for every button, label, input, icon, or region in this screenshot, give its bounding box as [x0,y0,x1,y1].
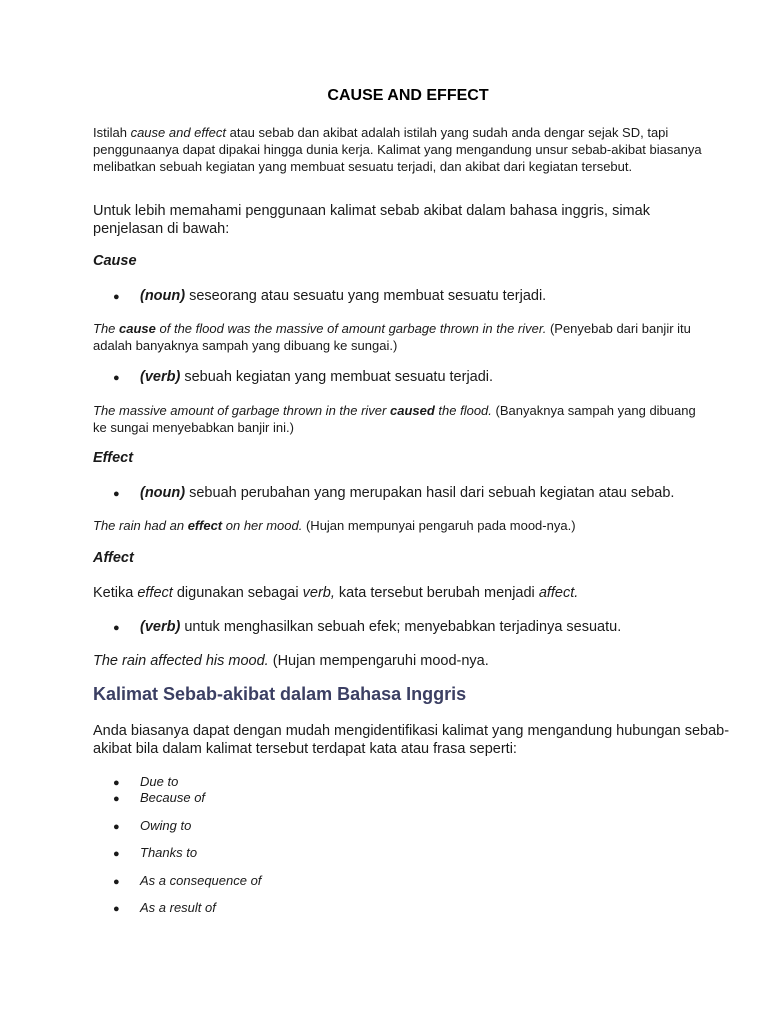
example-keyword: effect [187,518,223,533]
example-translation: (Hujan mempengaruhi mood-nya. [268,653,489,669]
paragraph-term: effect [137,585,173,601]
list-item [113,873,261,890]
list-item [113,368,493,387]
example-text: on her mood. [222,518,303,533]
bullet-icon: ● [113,291,120,303]
bullet-icon: ● [113,488,120,500]
example-text: The rain affected his mood. [93,653,269,669]
affect-paragraph [93,584,733,602]
example-text: the flood. [434,403,492,418]
list-item [113,484,674,503]
example-translation: (Penyebab dari banjir itu adalah banyaknya sampah yang dibuang ke sungai.) [93,321,691,353]
phrase-text: Because of [140,790,206,805]
pos-label: (noun) [140,485,186,501]
example-keyword: caused [389,403,435,418]
example-sentence [93,402,713,436]
phrase-text: As a result of [140,900,216,915]
bullet-icon: ● [113,793,120,805]
definition-text: sebuah kegiatan yang membuat sesuatu terjadi. [180,369,494,385]
paragraph-text: kata tersebut berubah menjadi [334,585,539,601]
list-item [113,287,546,306]
paragraph-text: digunakan sebagai [172,585,303,601]
bullet-icon: ● [113,622,120,634]
phrase-text: Due to [140,774,179,789]
example-translation: (Hujan mempunyai pengaruh pada mood-nya.) [302,518,576,533]
list-item [113,790,205,807]
example-translation: (Banyaknya sampah yang dibuang ke sungai menyebabkan banjir ini.) [93,403,696,435]
effect-heading: Effect [93,450,134,466]
pos-label: (verb) [140,619,181,635]
phrase-text: As a consequence of [140,873,262,888]
example-text: The rain had an [93,518,188,533]
example-text: The massive amount of garbage thrown in the river [93,403,390,418]
list-item [113,818,191,835]
intro-paragraph [93,124,731,175]
bullet-icon: ● [113,903,120,915]
phrase-text: Owing to [140,818,192,833]
example-sentence [93,652,733,670]
list-item [113,845,197,862]
bullet-icon: ● [113,777,120,789]
bullet-icon: ● [113,372,120,384]
intro-text: Istilah [93,125,131,140]
bullet-icon: ● [113,848,120,860]
example-sentence [93,517,733,534]
example-keyword: cause [119,321,156,336]
affect-heading: Affect [93,550,134,566]
section-paragraph: Anda biasanya dapat dengan mudah mengidentifikasi kalimat yang mengandung hubungan sebab-akibat bila dalam kalimat tersebut terdapat kata atau frasa seperti: [93,723,730,757]
explanation-paragraph: Untuk lebih memahami penggunaan kalimat sebab akibat dalam bahasa inggris, simak penjelasan di bawah: [93,203,650,237]
list-item [113,618,621,637]
page-title: CAUSE AND EFFECT [327,87,489,104]
bullet-icon: ● [113,876,120,888]
intro-text: atau sebab dan akibat adalah istilah yang sudah anda dengar sejak SD, tapi penggunaanya dapat dipakai hingga dunia kerja. Kalimat yang mengandung unsur sebab-akibat biasanya melibatkan sebuah kegiatan yang membuat sesuatu terjadi, dan akibat dari kegiatan tersebut. [93,125,702,174]
section-heading: Kalimat Sebab-akibat dalam Bahasa Inggris [93,684,467,704]
example-text: The [93,321,120,336]
list-item [113,774,178,791]
pos-label: (noun) [140,288,186,304]
bullet-icon: ● [113,821,120,833]
paragraph-text: Ketika [93,585,138,601]
paragraph-term: affect. [538,585,579,601]
example-text: of the flood was the massive of amount garbage thrown in the river. [155,321,547,336]
definition-text: sebuah perubahan yang merupakan hasil dari sebuah kegiatan atau sebab. [185,485,675,501]
example-sentence [93,320,703,354]
paragraph-term: verb, [302,585,335,601]
definition-text: seseorang atau sesuatu yang membuat sesuatu terjadi. [185,288,547,304]
cause-heading: Cause [93,253,137,269]
intro-term: cause and effect [130,125,226,140]
definition-text: untuk menghasilkan sebuah efek; menyebabkan terjadinya sesuatu. [180,619,622,635]
list-item [113,900,216,917]
phrase-text: Thanks to [140,845,198,860]
pos-label: (verb) [140,369,181,385]
